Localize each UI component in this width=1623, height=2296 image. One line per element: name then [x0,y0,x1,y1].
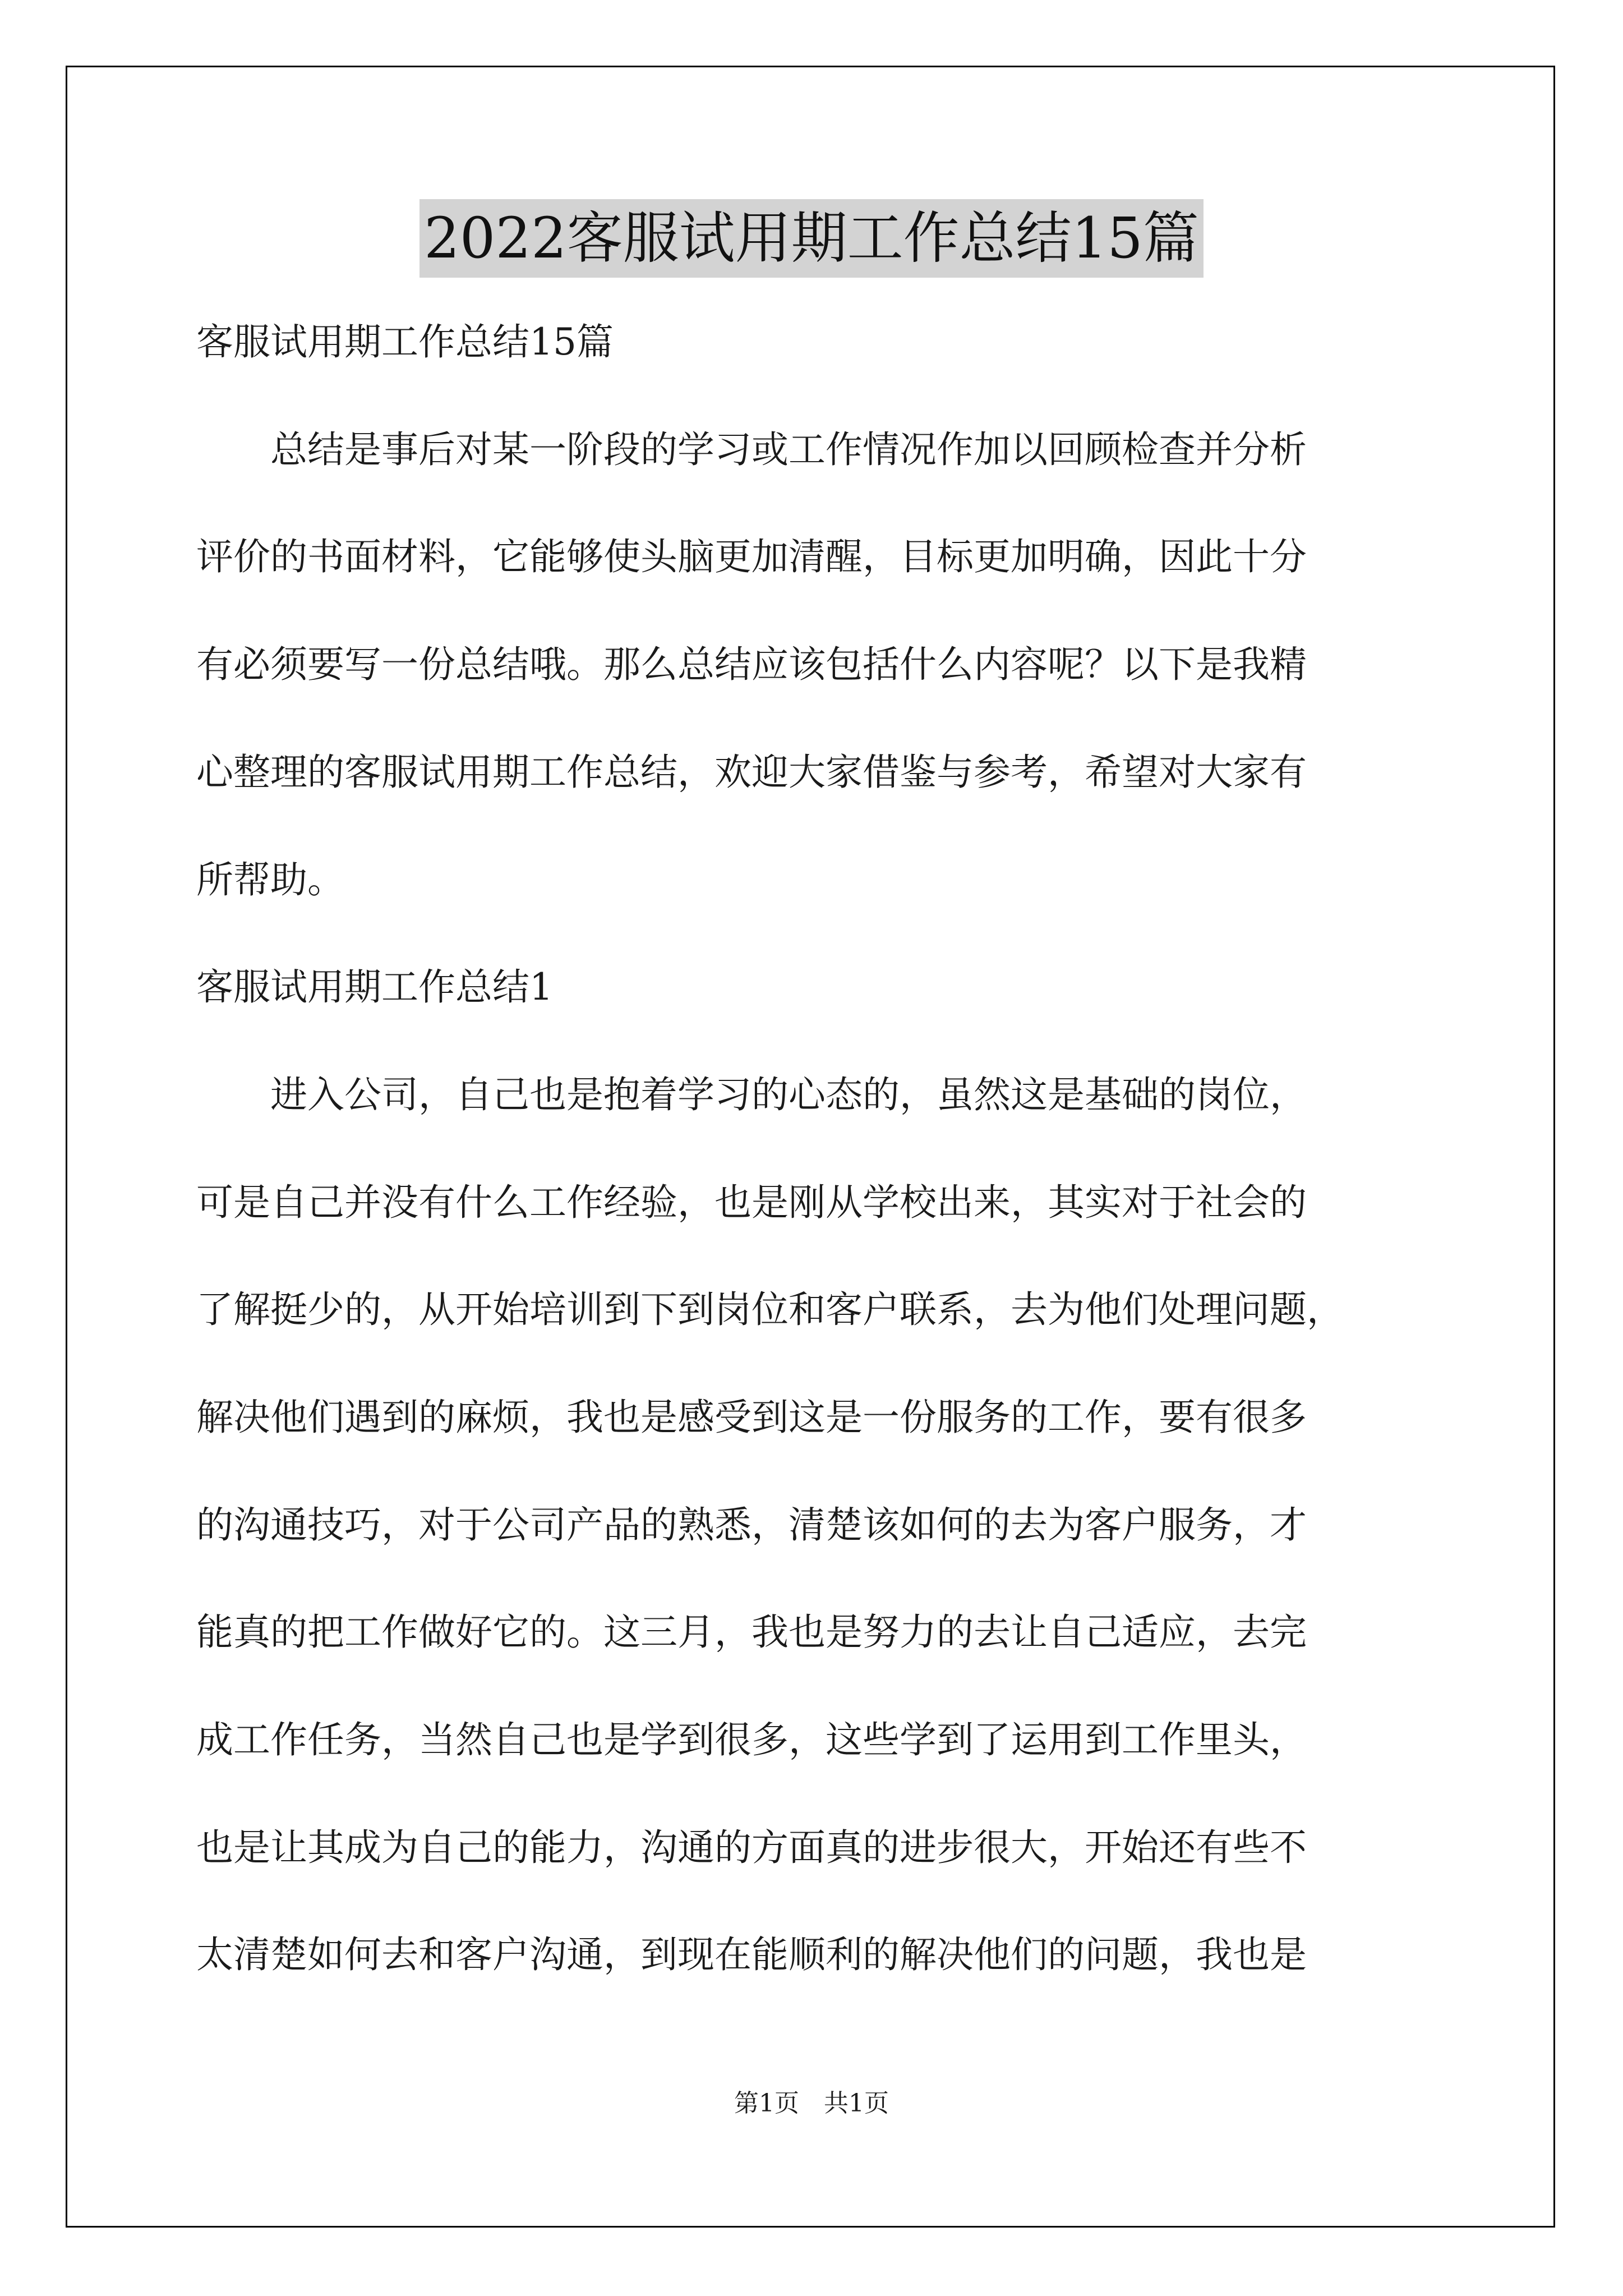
paragraph-line: 心整理的客服试用期工作总结，欢迎大家借鉴与参考，希望对大家有 [196,751,1307,794]
paragraph-line: 可是自己并没有什么工作经验，也是刚从学校出来，其实对于社会的 [196,1181,1307,1224]
title-block [0,199,1623,278]
paragraph-line: 了解挺少的，从开始培训到下到岗位和客户联系，去为他们处理问题， [196,1288,1344,1331]
paragraph-line: 成工作任务，当然自己也是学到很多，这些学到了运用到工作里头， [196,1718,1307,1761]
subtitle-line: 客服试用期工作总结15篇 [196,320,614,364]
document-title: 2022客服试用期工作总结15篇 [419,199,1204,278]
paragraph-line: 能真的把工作做好它的。这三月，我也是努力的去让自己适应，去完 [196,1611,1307,1654]
page-number-footer: 第1页 共1页 [734,2089,889,2118]
section-heading: 客服试用期工作总结1 [196,965,553,1009]
paragraph-line: 有必须要写一份总结哦。那么总结应该包括什么内容呢？以下是我精 [196,643,1307,686]
paragraph-line: 解决他们遇到的麻烦，我也是感受到这是一份服务的工作，要有很多 [196,1396,1307,1439]
paragraph-line: 所帮助。 [196,858,344,901]
paragraph-line: 也是让其成为自己的能力，沟通的方面真的进步很大，开始还有些不 [196,1826,1307,1869]
paragraph-line: 太清楚如何去和客户沟通，到现在能顺利的解决他们的问题，我也是 [196,1933,1307,1976]
page-border [66,66,1555,2228]
paragraph-line: 评价的书面材料，它能够使头脑更加清醒，目标更加明确，因此十分 [196,535,1307,578]
paragraph-line: 进入公司，自己也是抱着学习的心态的，虽然这是基础的岗位， [196,1073,1307,1116]
paragraph-line: 总结是事后对某一阶段的学习或工作情况作加以回顾检查并分析 [196,428,1307,471]
paragraph-line: 的沟通技巧，对于公司产品的熟悉，清楚该如何的去为客户服务，才 [196,1503,1307,1547]
